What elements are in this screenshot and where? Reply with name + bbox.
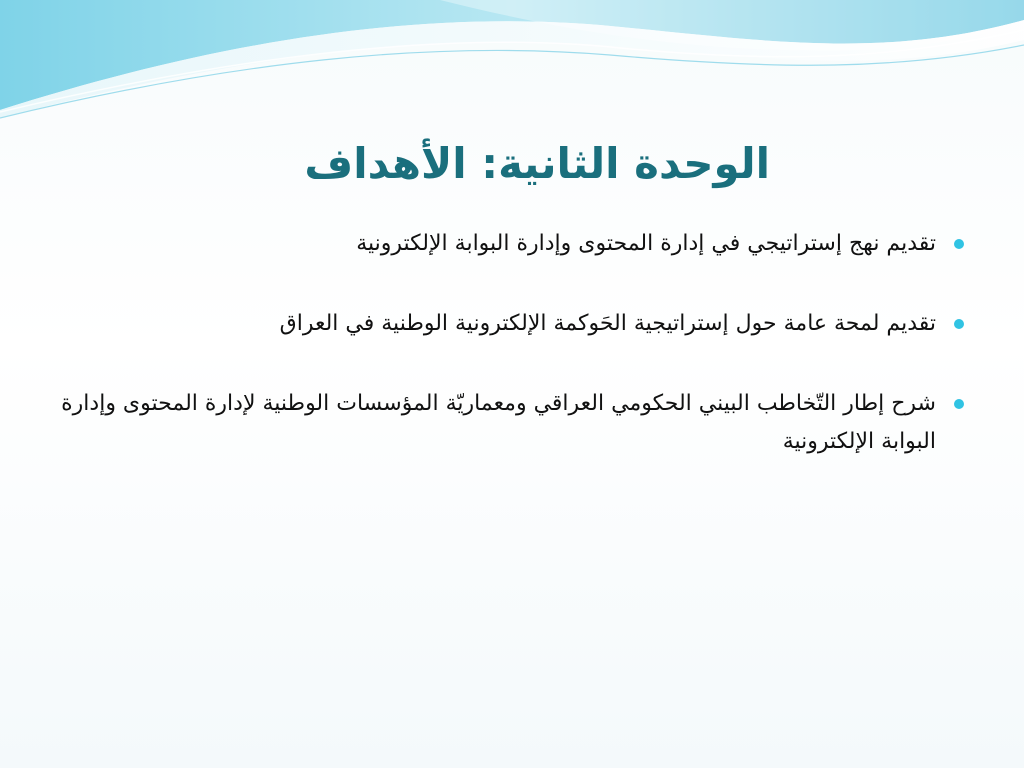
- header-wave-decoration: [0, 0, 1024, 140]
- bullet-item: [56, 385, 936, 461]
- bullet-item: [56, 305, 936, 343]
- bullet-dot-icon: [954, 319, 964, 329]
- bullet-list: [56, 225, 936, 461]
- bullet-text: شرح إطار التّخاطب البيني الحكومي العراقي ومعماريّة المؤسسات الوطنية لإدارة المحتوى وإدارة البوابة الإلكترونية: [61, 391, 936, 454]
- slide-title: الوحدة الثانية: الأهداف: [304, 139, 770, 188]
- bullet-text: تقديم نهج إستراتيجي في إدارة المحتوى وإدارة البوابة الإلكترونية: [356, 231, 936, 256]
- bullet-dot-icon: [954, 239, 964, 249]
- bullet-item: [56, 225, 936, 263]
- bullet-dot-icon: [954, 399, 964, 409]
- bullet-text: تقديم لمحة عامة حول إستراتيجية الحَوكمة الإلكترونية الوطنية في العراق: [279, 311, 936, 336]
